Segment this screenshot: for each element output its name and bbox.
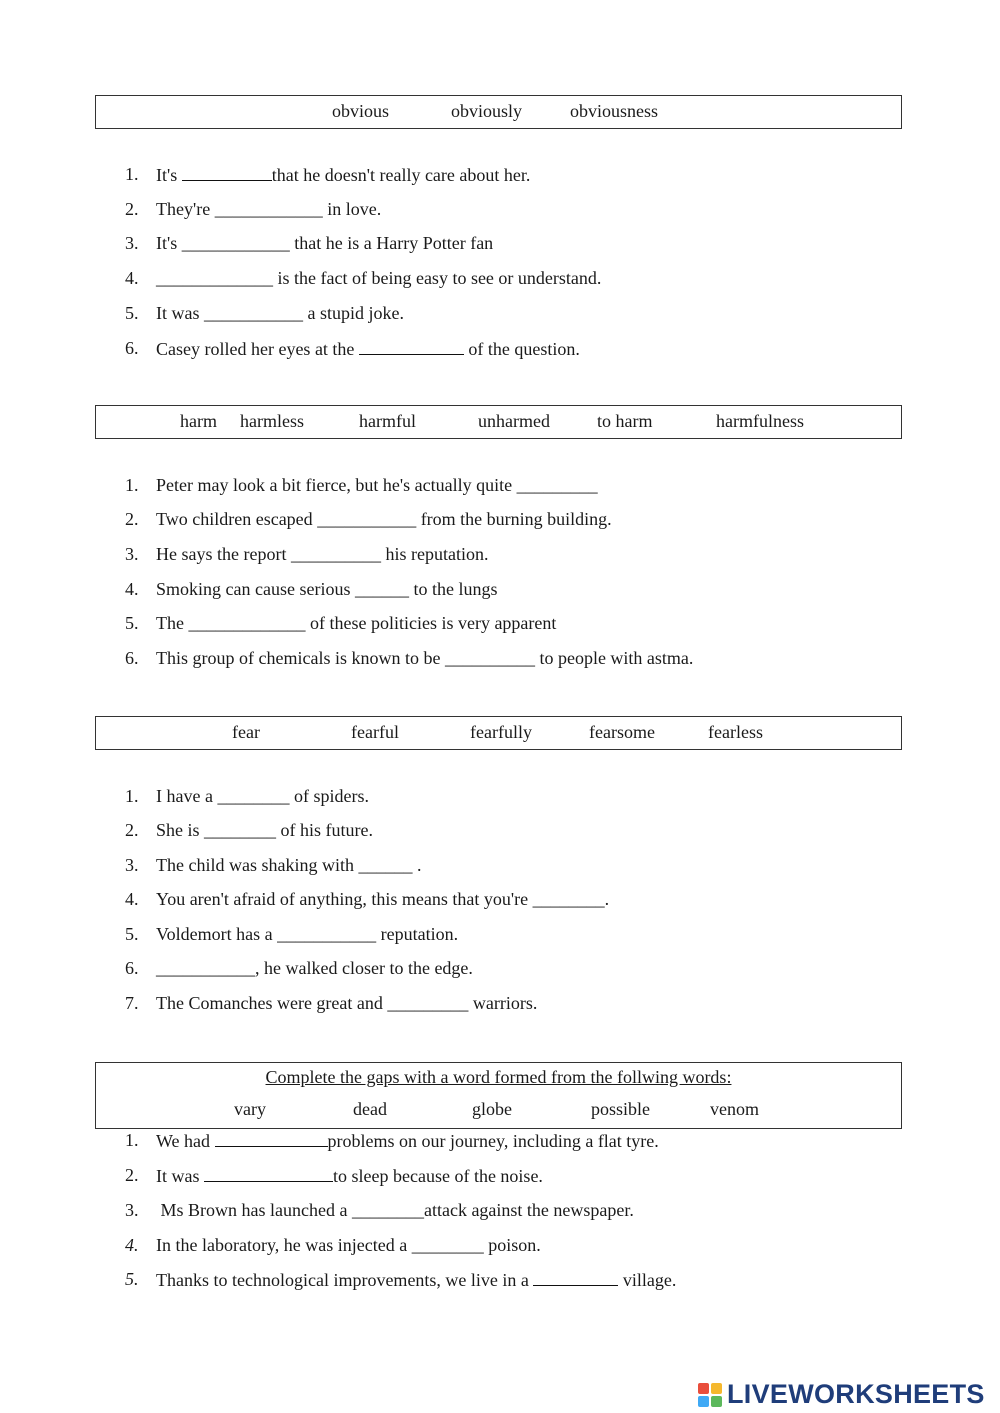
question-number: 1. [125,786,139,806]
question-number: 6. [125,958,139,978]
question-number: 4. [125,579,139,599]
answer-gap[interactable] [204,1165,333,1182]
answer-gap[interactable]: ______ [354,579,409,599]
word-option: fearfully [470,722,532,742]
instruction-text: Complete the gaps with a word formed from the follwing words: [265,1067,732,1087]
question-text: It's [156,165,182,185]
question-number: 4. [125,268,139,288]
question-text: of spiders. [289,786,369,806]
logo-text: LIVEWORKSHEETS [727,1378,985,1409]
word-option: vary [234,1099,266,1119]
question-text: Casey rolled her eyes at the [156,339,359,359]
question-text: reputation. [376,924,459,944]
question-text: Ms Brown has launched a [156,1200,352,1220]
answer-gap[interactable]: ___________ [277,924,377,944]
answer-gap[interactable]: ________ [411,1235,484,1255]
question-text: that he doesn't really care about her. [271,165,531,185]
question-text: is the fact of being easy to see or understand. [273,268,602,288]
answer-gap[interactable]: ________ [351,1200,424,1220]
question-text: warriors. [468,993,538,1013]
question-number: 5. [125,613,139,633]
question-text: In the laboratory, he was injected a [156,1235,412,1255]
word-box-fear [95,716,902,750]
answer-gap[interactable]: ____________ [214,199,323,219]
question-number: 1. [125,164,139,184]
word-box-obvious [95,95,902,129]
question-text: of these politicies is very apparent [305,613,557,633]
question-number: 5. [125,924,139,944]
word-option: obviousness [570,101,659,121]
question-text: The Comanches were great and [156,993,388,1013]
question-text: problems on our journey, including a flat tyre. [327,1131,659,1151]
question-number: 3. [125,544,139,564]
question-text: I have a [156,786,218,806]
answer-gap[interactable]: ____________ [181,233,290,253]
question-text: in love. [322,199,382,219]
question-text: of his future. [276,820,373,840]
question-number: 3. [125,1200,139,1220]
answer-gap[interactable] [533,1269,618,1286]
answer-gap[interactable]: ___________ [204,303,303,323]
word-option: to harm [597,411,653,431]
word-option: globe [472,1099,512,1119]
question-text: It was [156,1166,204,1186]
question-text: Thanks to technological improvements, we live in a [156,1270,534,1290]
answer-gap[interactable]: ___________ [156,958,255,978]
question-text: Smoking can cause serious [156,579,355,599]
answer-gap[interactable]: ___________ [317,509,417,529]
question-text: They're [156,199,215,219]
question-text: to sleep because of the noise. [333,1166,543,1186]
question-number: 4. [125,889,139,909]
logo-icon [698,1381,724,1407]
answer-gap[interactable]: _____________ [156,268,273,288]
word-option: fearful [351,722,399,742]
question-text: This group of chemicals is known to be [156,648,445,668]
question-text: from the burning building. [416,509,612,529]
question-text: that he is a Harry Potter fan [289,233,494,253]
question-number: 5. [125,1269,139,1289]
question-text: The [156,613,189,633]
question-number: 1. [125,475,139,495]
question-text: village. [618,1270,677,1290]
question-text: a stupid joke. [303,303,404,323]
answer-gap[interactable]: _____________ [188,613,306,633]
question-text: It was [156,303,204,323]
word-option: fearsome [589,722,655,742]
question-number: 2. [125,1165,139,1185]
word-box-harm [95,405,902,439]
answer-gap[interactable]: __________ [290,544,381,564]
question-number: 2. [125,199,139,219]
word-option: fear [232,722,260,742]
question-number: 3. [125,855,139,875]
question-text: attack against the newspaper. [423,1200,634,1220]
question-text: his reputation. [380,544,489,564]
question-text: . [412,855,422,875]
question-text: poison. [483,1235,541,1255]
question-text: The child was shaking with [156,855,359,875]
word-option: harmfulness [716,411,804,431]
question-text: Peter may look a bit fierce, but he's actually quite [156,475,517,495]
question-text: It's [156,233,182,253]
word-option: possible [591,1099,651,1119]
question-number: 2. [125,509,139,529]
question-text: She is [156,820,205,840]
question-number: 6. [125,338,139,358]
question-text: , he walked closer to the edge. [255,958,473,978]
answer-gap[interactable]: _________ [516,475,598,495]
word-option: fearless [708,722,763,742]
question-text: Two children escaped [156,509,318,529]
answer-gap[interactable]: _________ [387,993,469,1013]
word-option: harmful [359,411,416,431]
answer-gap[interactable]: ________ [532,889,605,909]
answer-gap[interactable] [215,1130,328,1147]
question-number: 7. [125,993,139,1013]
question-text: . [604,889,610,909]
answer-gap[interactable]: ______ [358,855,413,875]
question-text: Voldemort has a [156,924,278,944]
answer-gap[interactable]: ________ [204,820,277,840]
word-option: harm [180,411,217,431]
question-text: to the lungs [408,579,498,599]
question-number: 2. [125,820,139,840]
word-box-instructions [95,1062,902,1129]
answer-gap[interactable]: ________ [217,786,290,806]
word-option: obviously [451,101,523,121]
question-text: to people with astma. [534,648,694,668]
question-number: 3. [125,233,139,253]
question-number: 1. [125,1130,139,1150]
word-option: obvious [332,101,390,121]
liveworksheets-logo [698,1377,985,1411]
question-number: 4. [125,1235,139,1255]
question-text: of the question. [463,339,580,359]
question-number: 5. [125,303,139,323]
question-text: You aren't afraid of anything, this means that you're [156,889,533,909]
question-text: He says the report [156,544,291,564]
answer-gap[interactable] [182,164,272,181]
answer-gap[interactable] [359,338,464,355]
question-number: 6. [125,648,139,668]
answer-gap[interactable]: __________ [444,648,535,668]
question-text: We had [156,1131,215,1151]
word-option: unharmed [478,411,550,431]
word-option: harmless [240,411,304,431]
word-option: dead [353,1099,387,1119]
word-option: venom [710,1099,759,1119]
